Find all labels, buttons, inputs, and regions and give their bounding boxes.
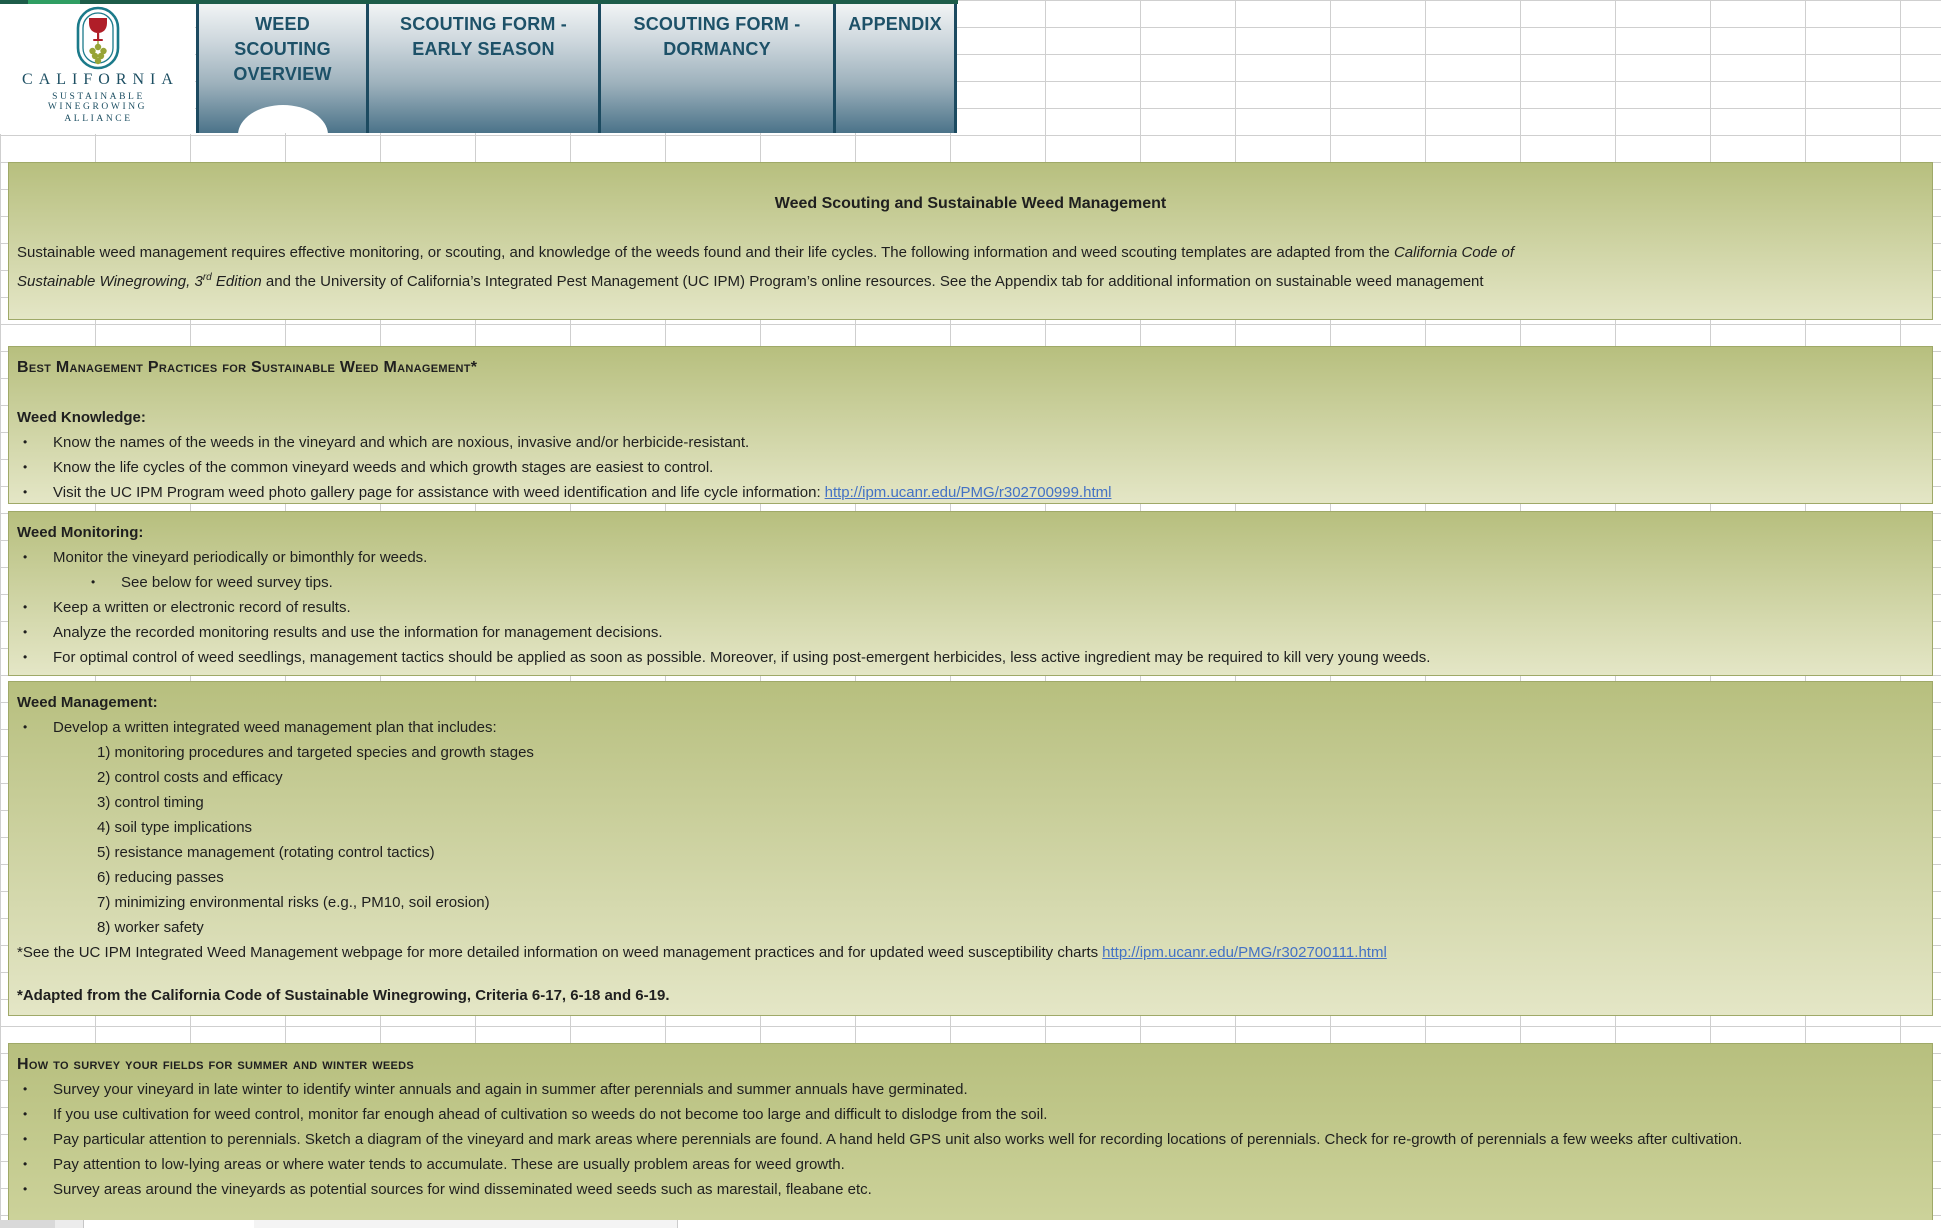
weed-management-block xyxy=(8,681,1933,1016)
list-item: • Pay particular attention to perennials. Sketch a diagram of the vineyard and mark areas where perennials are found. A hand held GPS unit also works well for recording locations of perennials. Check for re-growth of perennials a few weeks after cultivation. xyxy=(9,1127,1932,1152)
numbered-item: 3) control timing xyxy=(97,794,204,811)
list-item: • For optimal control of weed seedlings, management tactics should be applied as soon as possible. Moreover, if using post-emergent herbicides, less active ingredient may be required to kill very young weeds. xyxy=(9,645,1932,670)
bullet-icon: • xyxy=(23,720,28,734)
intro-block xyxy=(8,162,1933,320)
list-item: • Know the names of the weeds in the vineyard and which are noxious, invasive and/or herbicide-resistant. xyxy=(9,430,1932,455)
bottom-strip-segment xyxy=(55,1220,83,1228)
footnote-see-ipm: *See the UC IPM Integrated Weed Management webpage for more detailed information on weed management practices and for updated weed susceptibility charts http://ipm.ucanr.edu/PMG/r302700111.html xyxy=(17,944,1387,961)
tab-label: APPENDIX xyxy=(848,14,942,34)
page-title: Weed Scouting and Sustainable Weed Management xyxy=(774,195,1167,212)
numbered-item: 1) monitoring procedures and targeted species and growth stages xyxy=(97,744,534,761)
active-tab-indicator xyxy=(238,105,328,133)
tab-label: SCOUTING FORM - EARLY SEASON xyxy=(400,14,567,59)
logo-text-california: CALIFORNIA xyxy=(22,71,179,88)
intro-paragraph xyxy=(9,216,1932,294)
bullet-icon: • xyxy=(91,575,96,589)
best-practices-heading: Best Management Practices for Sustainable Weed Management* xyxy=(17,359,478,376)
link-bullet-text: Visit the UC IPM Program weed photo gallery page for assistance with weed identification and life cycle information: xyxy=(53,484,821,501)
sheet-tab-strip xyxy=(196,4,957,133)
best-practices-block xyxy=(8,346,1933,504)
numbered-item: 4) soil type implications xyxy=(97,819,253,836)
bottom-strip-segment xyxy=(83,1220,255,1228)
weed-monitoring-block xyxy=(8,511,1933,676)
list-item: • Know the life cycles of the common vineyard weeds and which growth stages are easiest to control. xyxy=(9,455,1932,480)
numbered-item: 5) resistance management (rotating control tactics) xyxy=(97,844,435,861)
tab-label: SCOUTING FORM - DORMANCY xyxy=(633,14,801,59)
spacer xyxy=(9,380,1932,405)
intro-line-2: Sustainable Winegrowing, 3rd Edition and the University of California’s Integrated Pest Management (UC IPM) Program’s online resources. See the Appendix tab for additional information on sustainable weed management xyxy=(17,272,1484,290)
bullet-icon: • xyxy=(23,1157,28,1171)
numbered-item: 8) worker safety xyxy=(97,919,204,936)
sheet-tabs-bottom-strip[interactable] xyxy=(0,1220,1941,1228)
list-item: • Pay attention to low-lying areas or where water tends to accumulate. These are usually problem areas for weed growth. xyxy=(9,1152,1932,1177)
list-item: • Analyze the recorded monitoring results and use the information for management decisions. xyxy=(9,620,1932,645)
tab-scouting-form-dormancy[interactable] xyxy=(598,4,833,133)
weed-management-title: Weed Management: xyxy=(17,694,158,711)
bullet-icon: • xyxy=(23,650,28,664)
list-item: • Survey your vineyard in late winter to identify winter annuals and again in summer after perennials and summer annuals have germinated. xyxy=(9,1077,1932,1102)
tab-appendix[interactable] xyxy=(833,4,957,133)
intro-line-1: Sustainable weed management requires effective monitoring, or scouting, and knowledge of the weeds found and their life cycles. The following information and weed scouting templates are adapted from the California Code of xyxy=(17,244,1515,261)
bottom-strip-segment xyxy=(0,1220,55,1228)
tab-weed-scouting-overview[interactable] xyxy=(196,4,366,133)
bullet-icon: • xyxy=(23,1132,28,1146)
footnote-adapted: *Adapted from the California Code of Sustainable Winegrowing, Criteria 6-17, 6-18 and 6-19. xyxy=(17,987,670,1004)
list-item: • Develop a written integrated weed management plan that includes: xyxy=(9,715,1932,740)
list-item: • Monitor the vineyard periodically or bimonthly for weeds. xyxy=(9,545,1932,570)
bullet-icon: • xyxy=(23,1182,28,1196)
numbered-item: 6) reducing passes xyxy=(97,869,224,886)
weed-gallery-link[interactable]: http://ipm.ucanr.edu/PMG/r302700999.html xyxy=(824,484,1112,501)
bullet-icon: • xyxy=(23,600,28,614)
logo-text-sustainable-winegrowing: SUSTAINABLE WINEGROWING xyxy=(47,92,148,112)
bullet-icon: • xyxy=(23,625,28,639)
bullet-icon: • xyxy=(23,485,28,499)
numbered-item: 7) minimizing environmental risks (e.g., PM10, soil erosion) xyxy=(97,894,490,911)
logo-text-alliance: ALLIANCE xyxy=(64,114,133,124)
sub-list-item: • See below for weed survey tips. xyxy=(9,570,1932,595)
list-item: • Survey areas around the vineyards as potential sources for wind disseminated weed seeds such as marestail, fleabane etc. xyxy=(9,1177,1932,1202)
bullet-icon: • xyxy=(23,435,28,449)
list-item: • Keep a written or electronic record of results. xyxy=(9,595,1932,620)
wine-glass-grapes-icon xyxy=(69,6,127,70)
numbered-item: 2) control costs and efficacy xyxy=(97,769,283,786)
bullet-icon: • xyxy=(23,1082,28,1096)
survey-heading: How to survey your fields for summer and winter weeds xyxy=(17,1056,415,1073)
list-item xyxy=(9,480,1932,505)
list-item: • If you use cultivation for weed control, monitor far enough ahead of cultivation so weeds do not become too large and difficult to dislodge from the soil. xyxy=(9,1102,1932,1127)
bullet-icon: • xyxy=(23,550,28,564)
weed-knowledge-title: Weed Knowledge: xyxy=(17,409,146,426)
tab-label: WEED SCOUTING OVERVIEW xyxy=(233,14,332,84)
bottom-strip-segment xyxy=(254,1220,678,1228)
bullet-icon: • xyxy=(23,1107,28,1121)
top-green-bar xyxy=(0,0,958,4)
weed-management-link[interactable]: http://ipm.ucanr.edu/PMG/r302700111.html xyxy=(1102,944,1387,961)
weed-monitoring-title: Weed Monitoring: xyxy=(17,524,144,541)
top-green-accent xyxy=(28,0,80,4)
logo xyxy=(0,4,195,134)
survey-tips-block xyxy=(8,1043,1933,1221)
bullet-icon: • xyxy=(23,460,28,474)
spacer xyxy=(9,965,1932,983)
tab-scouting-form-early-season[interactable] xyxy=(366,4,598,133)
